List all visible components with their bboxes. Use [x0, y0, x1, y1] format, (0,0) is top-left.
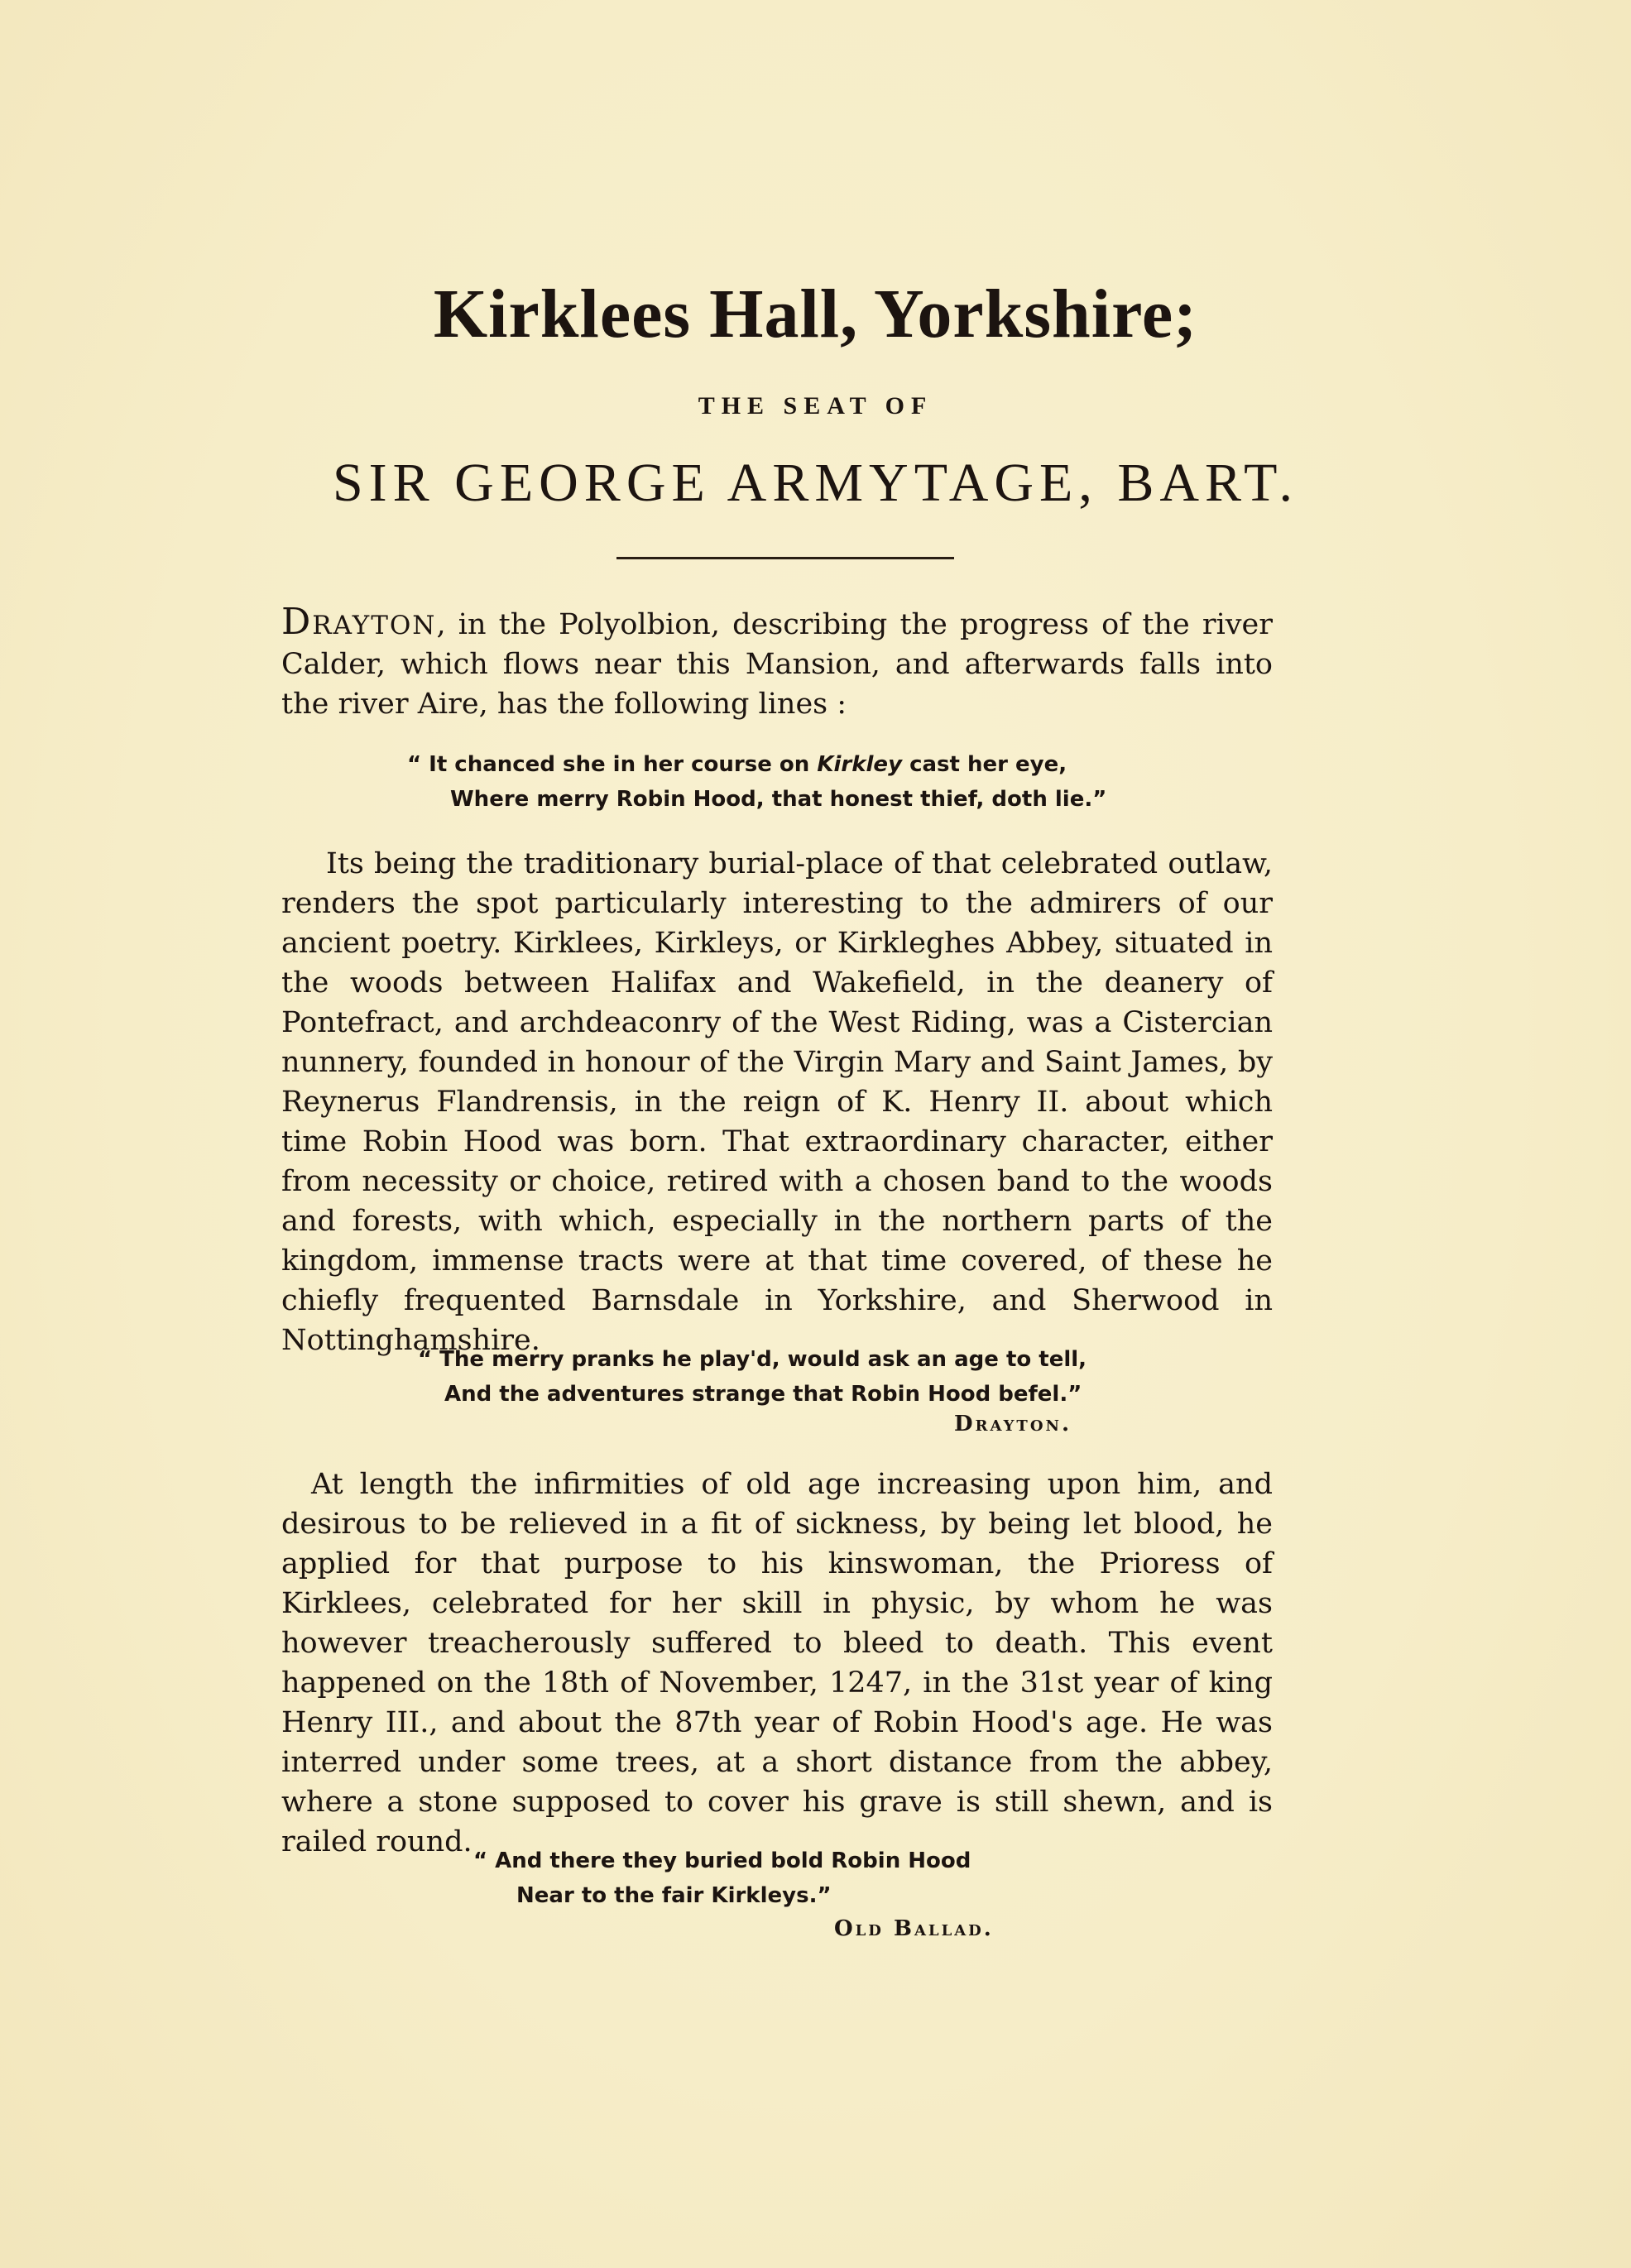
paragraph-1-lead: Drayton — [281, 601, 437, 643]
paragraph-3: At length the infirmities of old age increasing upon him, and desirous to be relieved in a fit of sickness, by being let blood, he applied for that purpose to his kinswoman, the Prioress of Kirklees, celebrated for her skill in physic, by whom he was however treacherously suffered to bleed to death. This event happened on the 18th of November, 1247, in the 31st year of king Henry III., and about the 87th year of Robin Hood's age. He was interred under some trees, at a short distance from the abbey, where a stone supposed to cover his grave is still shewn, and is railed round. — [281, 1468, 1273, 1858]
verse-quote-1-line-1 — [407, 747, 1106, 782]
verse-quote-3-line-1: “ And there they buried bold Robin Hood — [473, 1848, 971, 1873]
paragraph-1-text: , in the Polyolbion, describing the progress of the river Calder, which flows near this Mansion, and afterwards falls into the river Aire, has the following lines : — [281, 608, 1273, 721]
paragraph-2: Its being the traditionary burial-place of that celebrated outlaw, renders the spot particularly interesting to the admirers of our ancient poetry. Kirklees, Kirkleys, or Kirkleghes Abbey, situated in the woods between Halifax and Wakefield, in the deanery of Pontefract, and archdeaconry of the West Riding, was a Cistercian nunnery, founded in honour of the Virgin Mary and Saint James, by Reynerus Flandrensis, in the reign of K. Henry II. about which time Robin Hood was born. That extraordinary character, either from necessity or choice, retired with a chosen band to the woods and forests, with which, especially in the northern parts of the kingdom, immense tracts were at that time covered, of these he chiefly frequented Barnsdale in Yorkshire, and Sherwood in Nottinghamshire. — [281, 847, 1273, 1357]
verse-quote-1-line-1-end: cast her eye, — [902, 752, 1067, 777]
verse-quote-3 — [473, 1844, 971, 1913]
verse-quote-1 — [407, 747, 1106, 817]
verse-quote-3-line-2: Near to the fair Kirkleys.” — [516, 1883, 832, 1908]
verse-quote-2-attribution: Drayton. — [954, 1412, 1072, 1436]
page-subtitle: THE SEAT OF — [698, 392, 933, 420]
verse-quote-1-line-1-italic: Kirkley — [817, 752, 903, 777]
verse-quote-1-line-1-start: “ It chanced she in her course on — [407, 752, 818, 777]
verse-quote-2-line-1: “ The merry pranks he play'd, would ask an age to tell, — [418, 1347, 1087, 1372]
verse-quote-3-attribution: Old Ballad. — [834, 1916, 994, 1941]
title-divider — [616, 557, 954, 559]
verse-quote-1-line-2: Where merry Robin Hood, that honest thief, doth lie.” — [450, 787, 1107, 812]
owner-name: SIR GEORGE ARMYTAGE, BART. — [332, 453, 1299, 513]
paragraph-1 — [281, 602, 1273, 724]
verse-quote-2 — [418, 1342, 1087, 1412]
verse-quote-2-line-2: And the adventures strange that Robin Hood befel.” — [444, 1382, 1082, 1407]
page-title: Kirklees Hall, Yorkshire; — [433, 276, 1198, 352]
